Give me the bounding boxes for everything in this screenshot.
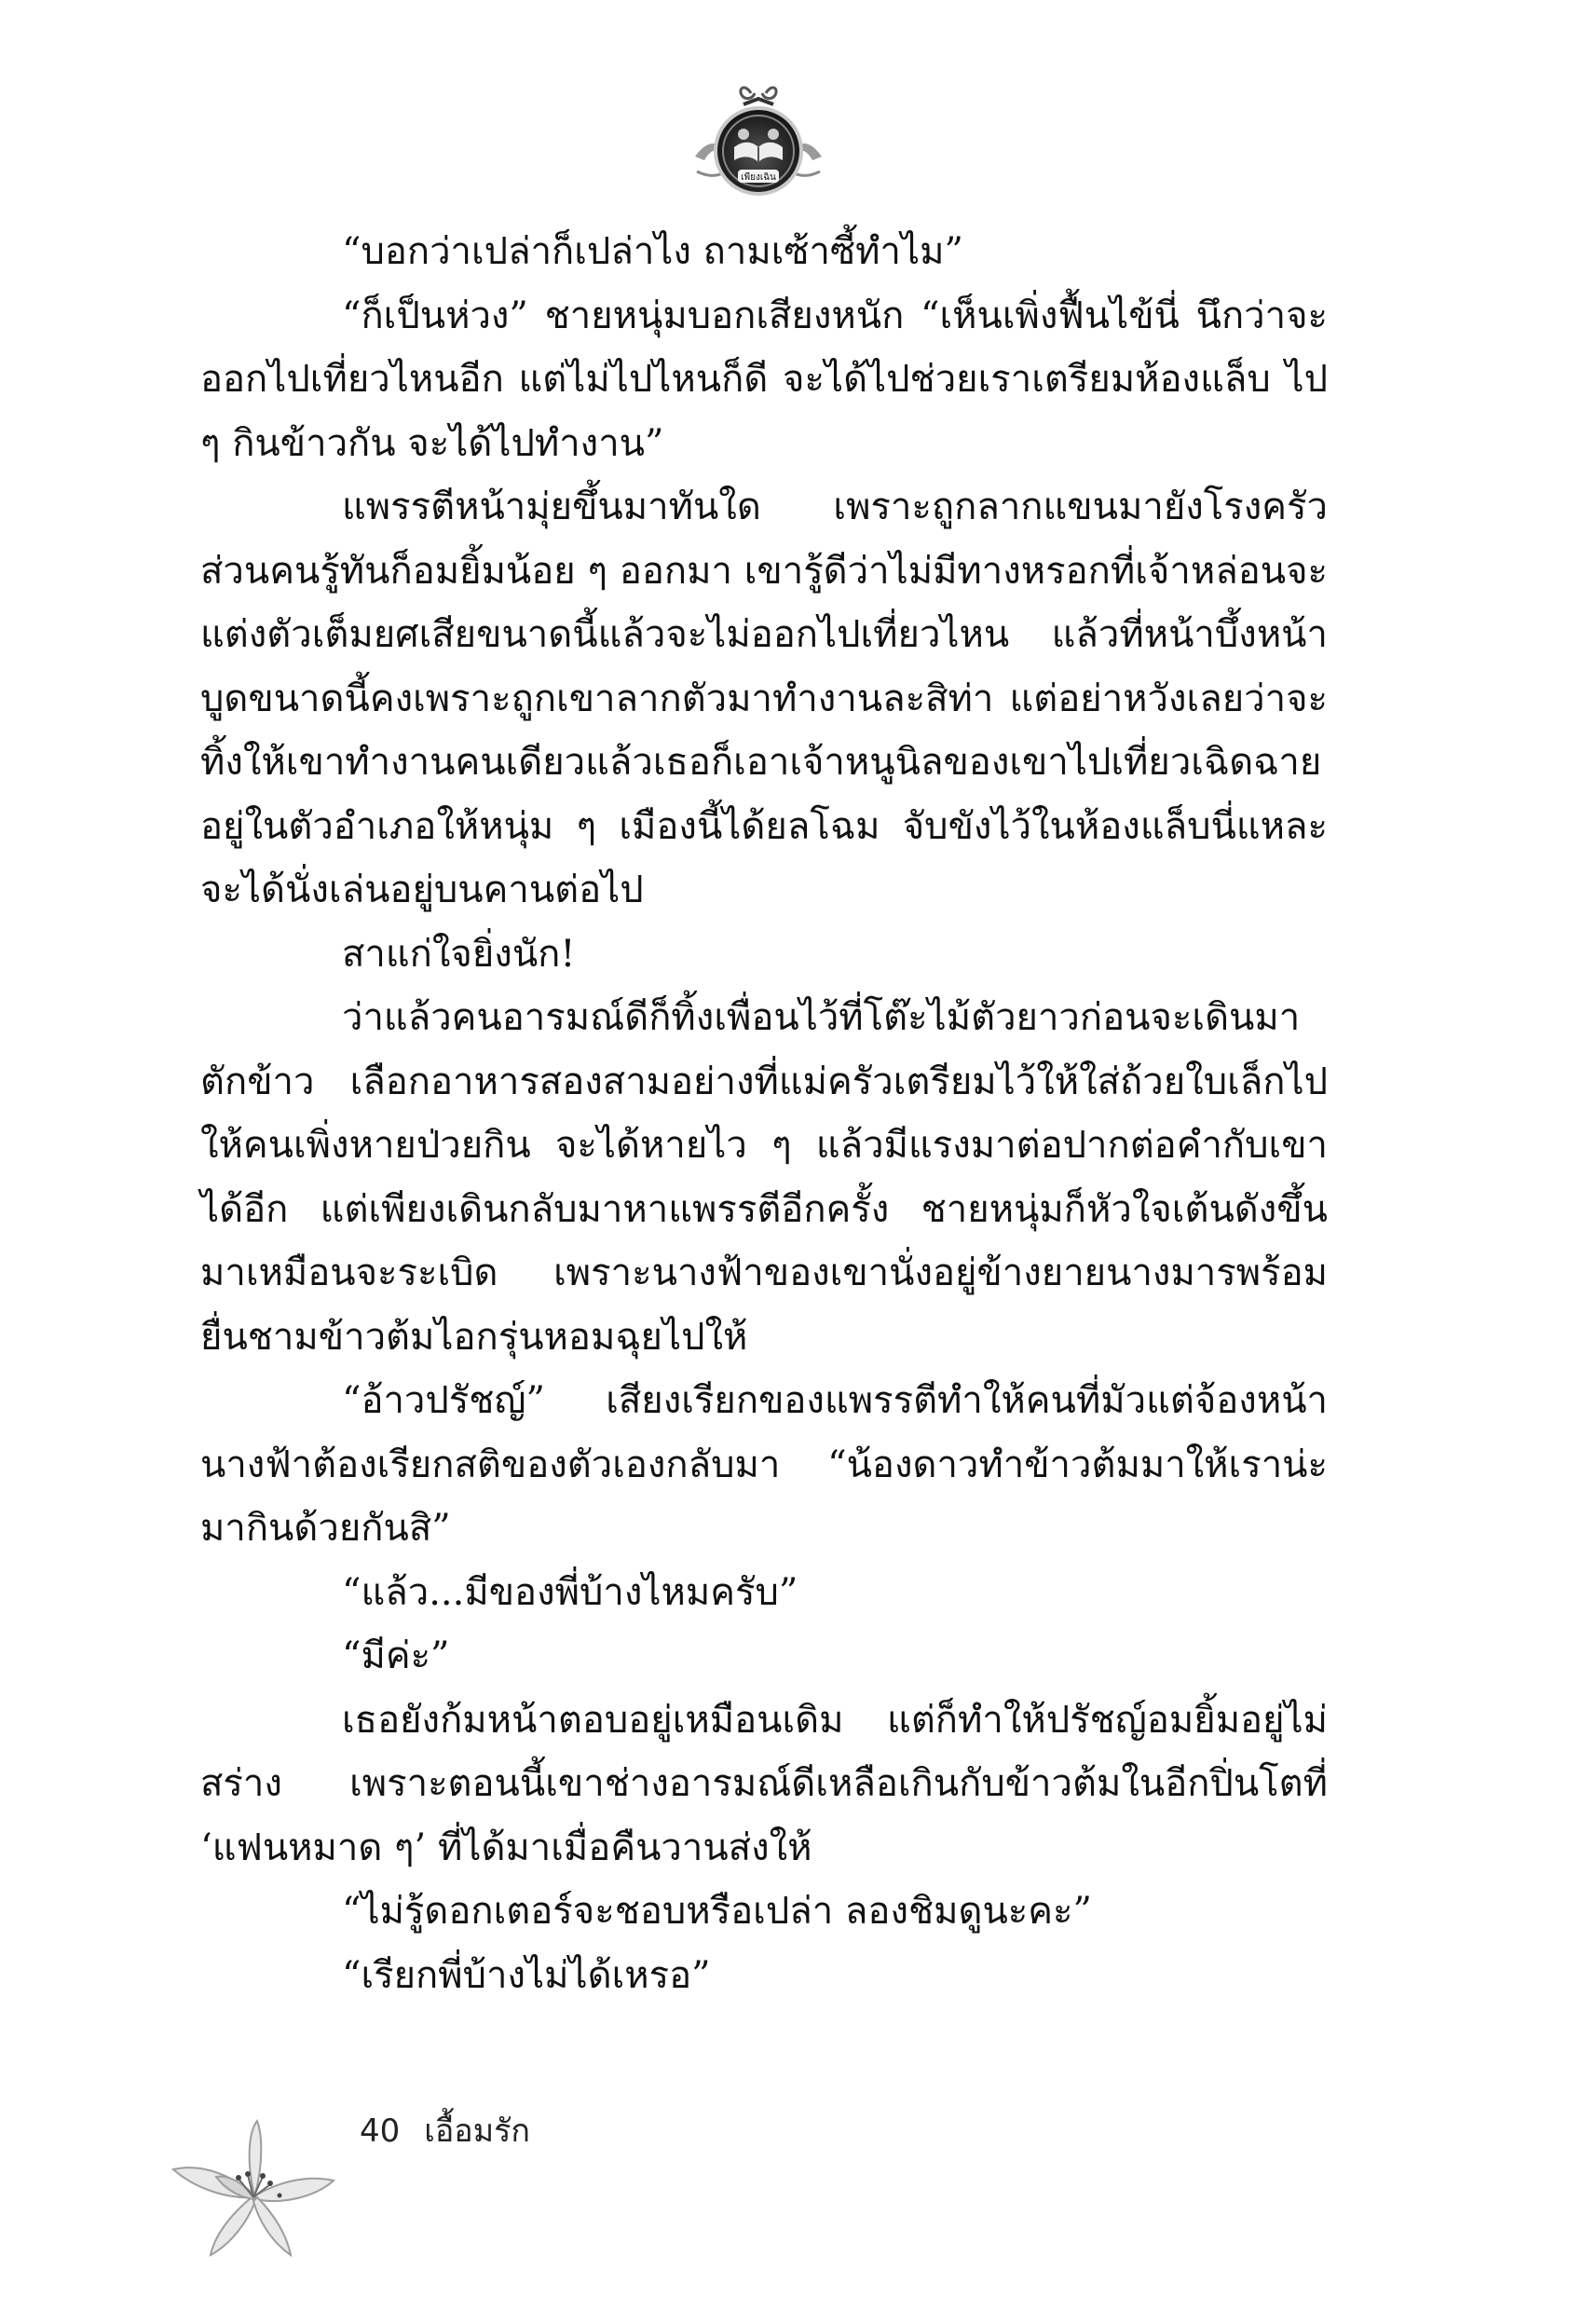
paragraph: สาแก่ใจยิ่งนัก! [342, 932, 576, 976]
book-title: เอื้อมรัก [424, 2113, 530, 2150]
body-text [200, 220, 1328, 2007]
lily-flower-icon [170, 2119, 337, 2259]
paragraph: แพรรตีหน้ามุ่ยขึ้นมาทันใด เพราะถูกลากแขนมายังโรงครัว ส่วนคนรู้ทันก็อมยิ้มน้อย ๆ ออกมา เขารู้ดีว่าไม่มีทางหรอกที่เจ้าหล่อนจะแต่งตัวเต็มยศเสียขนาดนี้แล้วจะไม่ออกไปเที่ยวไหน แล้วที่หน้าบึ้งหน้าบูดขนาดนี้คงเพราะถูกเขาลากตัวมาทำงานละสิท่า แต่อย่าหวังเลยว่าจะทิ้งให้เขาทำงานคนเดียวแล้วเธอก็เอาเจ้าหนูนิลของเขาไปเที่ยวเฉิดฉายอยู่ในตัวอำเภอให้หนุ่ม ๆ เมืองนี้ได้ยลโฉม จับขังไว้ในห้องแล็บนี่แหละ จะได้นั่งเล่นอยู่บนคานต่อไป [200, 485, 1328, 911]
paragraph: “เรียกพี่บ้างไม่ได้เหรอ” [342, 1953, 711, 1997]
paragraph: “บอกว่าเปล่าก็เปล่าไง ถามเซ้าซี้ทำไม” [342, 230, 963, 273]
page-number: 40 [360, 2113, 401, 2150]
paragraph: “มีค่ะ” [342, 1634, 450, 1677]
publisher-emblem-icon [686, 82, 831, 203]
publisher-emblem-text: เพียงเฉิน [741, 172, 776, 183]
paragraph: “ก็เป็นห่วง” ชายหนุ่มบอกเสียงหนัก “เห็นเพิ่งฟื้นไข้นี่ นึกว่าจะออกไปเที่ยวไหนอีก แต่ไม่ไปไหนก็ดี จะได้ไปช่วยเราเตรียมห้องแล็บ ไป ๆ กินข้าวกัน จะได้ไปทำงาน” [200, 294, 1328, 465]
page-footer [360, 2105, 530, 2155]
paragraph: “อ้าวปรัชญ์” เสียงเรียกของแพรรตีทำให้คนที่มัวแต่จ้องหน้านางฟ้าต้องเรียกสติของตัวเองกลับมา “น้องดาวทำข้าวต้มมาให้เราน่ะ มากินด้วยกันสิ” [200, 1379, 1328, 1550]
paragraph: “แล้ว...มีของพี่บ้างไหมครับ” [342, 1570, 798, 1614]
paragraph: ว่าแล้วคนอารมณ์ดีก็ทิ้งเพื่อนไว้ที่โต๊ะไม้ตัวยาวก่อนจะเดินมาตักข้าว เลือกอาหารสองสามอย่างที่แม่ครัวเตรียมไว้ให้ใส่ถ้วยใบเล็กไปให้คนเพิ่งหายป่วยกิน จะได้หายไว ๆ แล้วมีแรงมาต่อปากต่อคำกับเขาได้อีก แต่เพียงเดินกลับมาหาแพรรตีอีกครั้ง ชายหนุ่มก็หัวใจเต้นดังขึ้นมาเหมือนจะระเบิด เพราะนางฟ้าของเขานั่งอยู่ข้างยายนางมารพร้อมยื่นชามข้าวต้มไอกรุ่นหอมฉุยไปให้ [200, 996, 1328, 1359]
paragraph: เธอยังก้มหน้าตอบอยู่เหมือนเดิม แต่ก็ทำให้ปรัชญ์อมยิ้มอยู่ไม่สร่าง เพราะตอนนี้เขาช่างอารมณ์ดีเหลือเกินกับข้าวต้มในอีกปิ่นโตที่ ‘แฟนหมาด ๆ’ ที่ได้มาเมื่อคืนวานส่งให้ [200, 1698, 1328, 1869]
paragraph: “ไม่รู้ดอกเตอร์จะชอบหรือเปล่า ลองชิมดูนะคะ” [342, 1890, 1092, 1933]
